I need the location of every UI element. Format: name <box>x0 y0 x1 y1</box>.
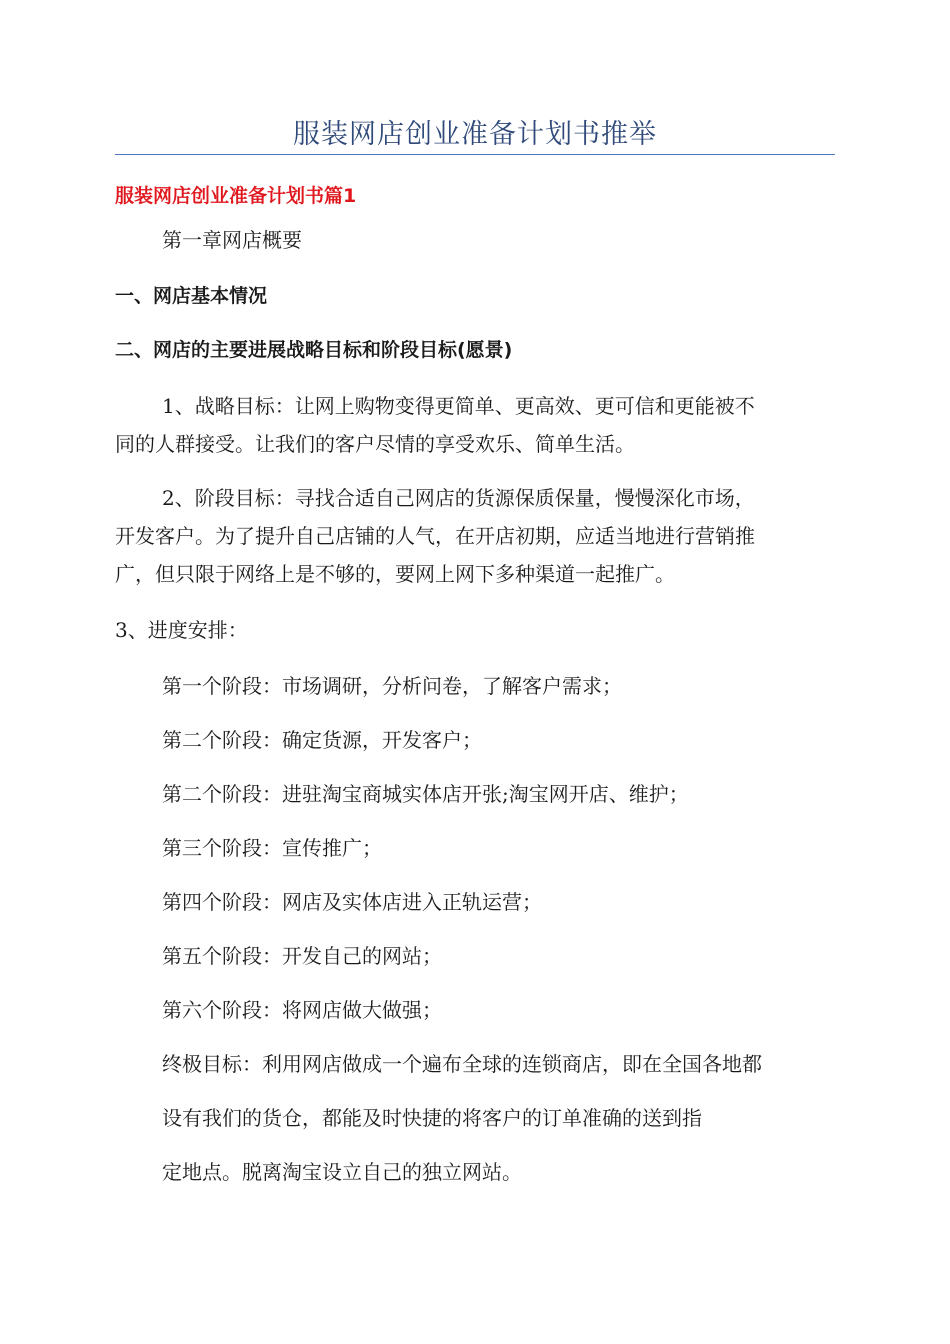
final-goal-line1: 终极目标：利用网店做成一个遍布全球的连锁商店，即在全国各地都 <box>162 1052 762 1076</box>
section-heading: 服装网店创业准备计划书篇1 <box>115 185 357 207</box>
document-title: 服装网店创业准备计划书推举 <box>293 119 657 150</box>
paragraph-stage-goal-line3: 广，但只限于网络上是不够的，要网上网下多种渠道一起推广。 <box>115 562 675 586</box>
title-underline <box>115 154 835 155</box>
stage-item: 第六个阶段：将网店做大做强； <box>162 998 442 1022</box>
stage-item: 第五个阶段：开发自己的网站； <box>162 944 442 968</box>
stage-item: 第二个阶段：进驻淘宝商城实体店开张;淘宝网开店、维护； <box>162 782 689 806</box>
final-goal-line2: 设有我们的货仓，都能及时快捷的将客户的订单准确的送到指 <box>162 1106 702 1130</box>
final-goal-line3: 定地点。脱离淘宝设立自己的独立网站。 <box>162 1160 522 1184</box>
stage-item: 第二个阶段：确定货源，开发客户； <box>162 728 482 752</box>
chapter-title: 第一章网店概要 <box>162 228 302 252</box>
paragraph-strategic-goal-line1: 1、战略目标：让网上购物变得更简单、更高效、更可信和更能被不 <box>162 394 755 418</box>
heading-strategy: 二、网店的主要进展战略目标和阶段目标(愿景) <box>115 339 513 361</box>
paragraph-strategic-goal-line2: 同的人群接受。让我们的客户尽情的享受欢乐、简单生活。 <box>115 432 635 456</box>
paragraph-stage-goal-line1: 2、阶段目标：寻找合适自己网店的货源保质保量，慢慢深化市场， <box>162 486 755 510</box>
stage-item: 第四个阶段：网店及实体店进入正轨运营； <box>162 890 542 914</box>
stage-item: 第一个阶段：市场调研，分析问卷，了解客户需求； <box>162 674 622 698</box>
schedule-heading: 3、进度安排： <box>115 618 248 642</box>
stage-item: 第三个阶段：宣传推广； <box>162 836 382 860</box>
paragraph-stage-goal-line2: 开发客户。为了提升自己店铺的人气，在开店初期，应适当地进行营销推 <box>115 524 755 548</box>
heading-basic-info: 一、网店基本情况 <box>115 285 268 307</box>
